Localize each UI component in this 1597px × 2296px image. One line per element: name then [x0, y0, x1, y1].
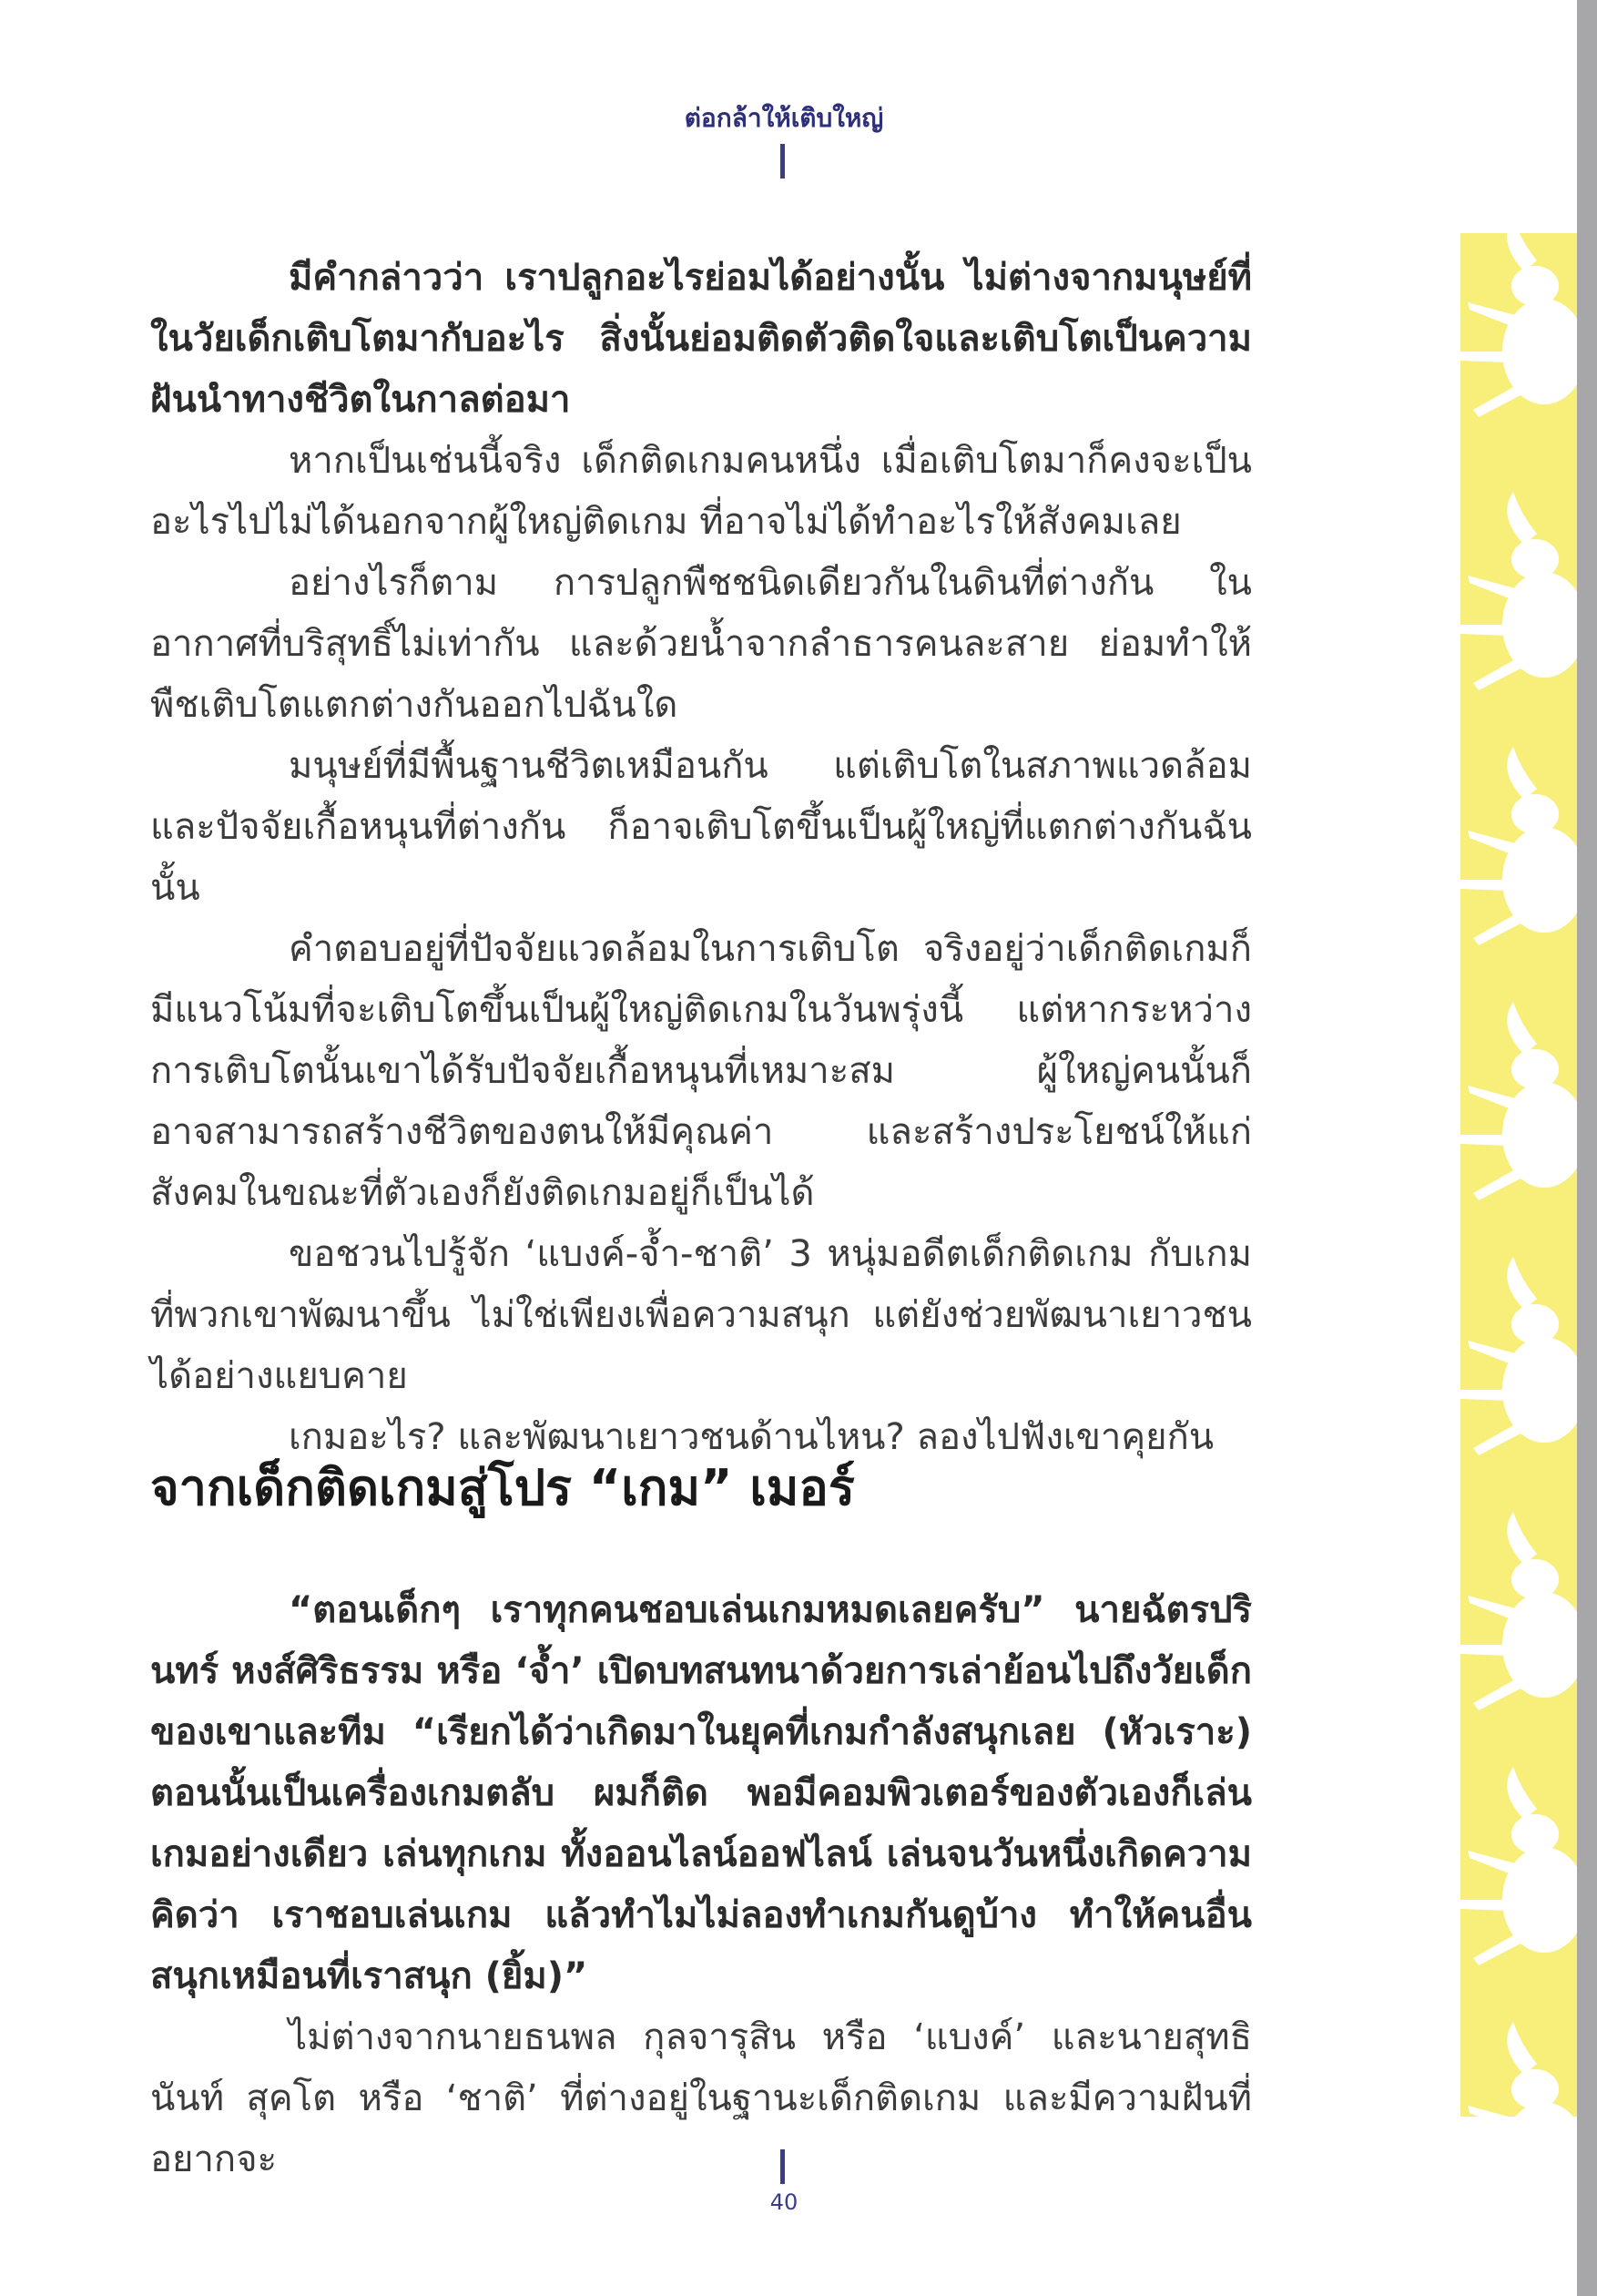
decorative-side-strip	[1460, 233, 1577, 2117]
intro-paragraph: หากเป็นเช่นนี้จริง เด็กติดเกมคนหนึ่ง เมื่อเติบโตมาก็คงจะเป็นอะไรไปไม่ได้นอกจากผู้ใหญ่ติดเกม ที่อาจไม่ได้ทำอะไรให้สังคมเลย	[150, 440, 1252, 543]
beetle-icon	[1460, 743, 1577, 953]
beetle-icon	[1460, 2018, 1577, 2117]
intro-text-block	[150, 248, 1252, 1468]
section-paragraph: ไม่ต่างจากนายธนพล กุลจารุสิน หรือ ‘แบงค์’ และนายสุทธินันท์ สุคโต หรือ ‘ชาติ’ ที่ต่างอยู่ในฐานะเด็กติดเกม และมีความฝันที่อยากจะ	[150, 2016, 1252, 2180]
header-divider-mark	[780, 144, 785, 179]
intro-paragraph: มีคำกล่าวว่า เราปลูกอะไรย่อมได้อย่างนั้น ไม่ต่างจากมนุษย์ที่ในวัยเด็กเติบโตมากับอะไร สิ่งนั้นย่อมติดตัวติดใจและเติบโตเป็นความฝันนำทางชีวิตในกาลต่อมา	[150, 257, 1252, 421]
section-text-block	[150, 1580, 1252, 2190]
intro-paragraph: คำตอบอยู่ที่ปัจจัยแวดล้อมในการเติบโต จริงอยู่ว่าเด็กติดเกมก็มีแนวโน้มที่จะเติบโตขึ้นเป็นผู้ใหญ่ติดเกมในวันพรุ่งนี้ แต่หากระหว่างการเติบโตนั้นเขาได้รับปัจจัยเกื้อหนุนที่เหมาะสม ผู้ใหญ่คนนั้นก็อาจสามารถสร้างชีวิตของตนให้มีคุณค่า และสร้างประโยชน์ให้แก่สังคมในขณะที่ตัวเองก็ยังติดเกมอยู่ก็เป็นได้	[150, 928, 1252, 1214]
beetle-icon	[1460, 233, 1577, 424]
beetle-icon	[1460, 1763, 1577, 1973]
intro-paragraph: มนุษย์ที่มีพื้นฐานชีวิตเหมือนกัน แต่เติบโตในสภาพแวดล้อมและปัจจัยเกื้อหนุนที่ต่างกัน ก็อาจเติบโตขึ้นเป็นผู้ใหญ่ที่แตกต่างกันฉันนั้น	[150, 745, 1252, 909]
beetle-icon	[1460, 998, 1577, 1208]
intro-paragraph: ขอชวนไปรู้จัก ‘แบงค์-จ้ำ-ชาติ’ 3 หนุ่มอดีตเด็กติดเกม กับเกมที่พวกเขาพัฒนาขึ้น ไม่ใช่เพียงเพื่อความสนุก แต่ยังช่วยพัฒนาเยาวชนได้อย่างแยบคาย	[150, 1233, 1252, 1397]
running-header-title: ต่อกล้าให้เติบใหญ่	[684, 103, 884, 133]
page-number: 40	[769, 2189, 798, 2215]
beetle-icon	[1460, 488, 1577, 698]
page-edge-bar	[1577, 0, 1597, 2296]
intro-paragraph: เกมอะไร? และพัฒนาเยาวชนด้านไหน? ลองไปฟังเขาคุยกัน	[289, 1416, 1215, 1458]
section-paragraph: “ตอนเด็กๆ เราทุกคนชอบเล่นเกมหมดเลยครับ” นายฉัตรปรินทร์ หงส์ศิริธรรม หรือ ‘จ้ำ’ เปิดบทสนทนาด้วยการเล่าย้อนไปถึงวัยเด็กของเขาและทีม “เรียกได้ว่าเกิดมาในยุคที่เกมกำลังสนุกเลย (หัวเราะ) ตอนนั้นเป็นเครื่องเกมตลับ ผมก็ติด พอมีคอมพิวเตอร์ของตัวเองก็เล่นเกมอย่างเดียว เล่นทุกเกม ทั้งออนไลน์ออฟไลน์ เล่นจนวันหนึ่งเกิดความคิดว่า เราชอบเล่นเกม แล้วทำไมไม่ลองทำเกมกันดูบ้าง ทำให้คนอื่นสนุกเหมือนที่เราสนุก (ยิ้ม)”	[150, 1589, 1252, 1997]
intro-paragraph: อย่างไรก็ตาม การปลูกพืชชนิดเดียวกันในดินที่ต่างกัน ในอากาศที่บริสุทธิ์ไม่เท่ากัน และด้วยน้ำจากลำธารคนละสาย ย่อมทำให้พืชเติบโตแตกต่างกันออกไปฉันใด	[150, 562, 1252, 726]
section-heading: จากเด็กติดเกมสู่โปร “เกม” เมอร์	[150, 1459, 855, 1516]
beetle-icon	[1460, 1253, 1577, 1463]
footer-divider-mark	[780, 2149, 785, 2184]
beetle-icon	[1460, 1508, 1577, 1718]
